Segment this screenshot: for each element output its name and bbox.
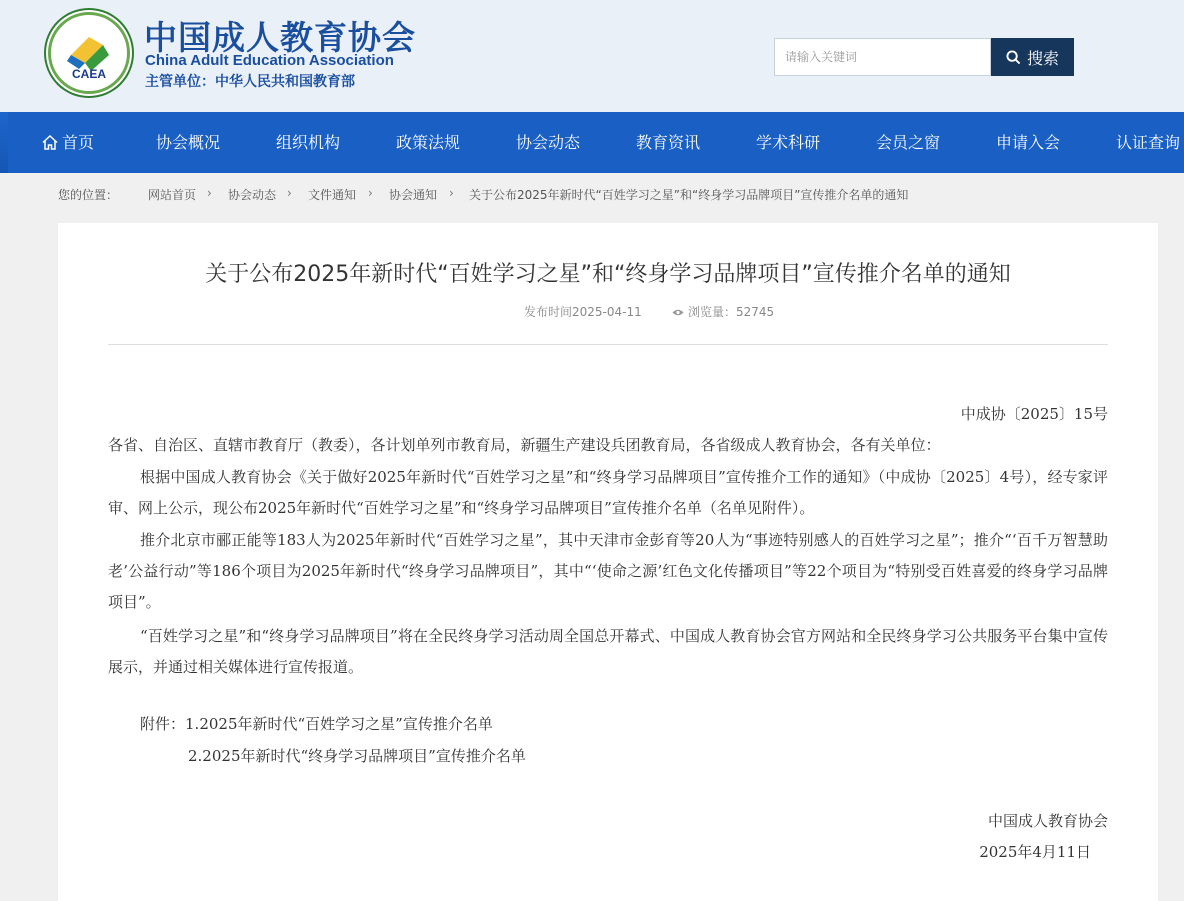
breadcrumb-separator: › <box>449 186 454 200</box>
breadcrumb-link-news[interactable]: 协会动态 <box>228 188 277 202</box>
signature-date: 2025年4月11日 <box>979 843 1091 861</box>
breadcrumb-prefix: 您的位置： <box>58 188 119 202</box>
site-subtitle: 主管单位：中华人民共和国教育部 <box>145 74 355 90</box>
site-title: 中国成人教育协会 <box>144 18 416 57</box>
attachment-1 <box>140 709 1040 740</box>
breadcrumb-separator: › <box>368 186 373 200</box>
main-nav <box>0 112 1184 173</box>
home-icon <box>42 135 58 150</box>
nav-item-home[interactable] <box>42 112 94 173</box>
view-count-text: 浏览量：52745 <box>688 305 775 319</box>
divider <box>108 344 1108 345</box>
breadcrumb-separator: › <box>207 186 212 200</box>
nav-item-research[interactable]: 学术科研 <box>756 133 821 152</box>
eye-icon <box>672 308 684 317</box>
doc-paragraph-3: “百姓学习之星”和“终身学习品牌项目”将在全民终身学习活动周全国总开幕式、中国成人教育协会官方网站和全民终身学习公共服务平台集中宣传展示，并通过相关媒体进行宣传报道。 <box>108 627 1108 676</box>
breadcrumb-link-notices[interactable]: 文件通知 <box>308 188 357 202</box>
nav-item-join[interactable]: 申请入会 <box>996 133 1061 152</box>
article-panel <box>58 223 1158 901</box>
doc-paragraph-1: 根据中国成人教育协会《关于做好2025年新时代“百姓学习之星”和“终身学习品牌项目”宣传推介工作的通知》（中成协〔2025〕4号），经专家评审、网上公示，现公布2025年新时代“百姓学习之星”和“终身学习品牌项目”宣传推介名单（名单见附件）。 <box>108 468 1108 517</box>
nav-item-certification[interactable]: 认证查询 <box>1116 133 1181 152</box>
nav-item-policy[interactable]: 政策法规 <box>396 133 461 152</box>
attachment-1-text[interactable]: 1.2025年新时代“百姓学习之星”宣传推介名单 <box>185 715 493 733</box>
nav-item-education-info[interactable]: 教育资讯 <box>636 133 701 152</box>
search-icon <box>1006 50 1021 65</box>
site-title-en: China Adult Education Association <box>145 52 394 69</box>
nav-item-about[interactable]: 协会概况 <box>156 133 221 152</box>
breadcrumb-current: 关于公布2025年新时代“百姓学习之星”和“终身学习品牌项目”宣传推介名单的通知 <box>469 188 909 202</box>
breadcrumb-link-association-notices[interactable]: 协会通知 <box>389 188 438 202</box>
logo-text: CAEA <box>71 67 106 81</box>
caea-logo[interactable] <box>48 12 130 94</box>
doc-number: 中成协〔2025〕15号 <box>960 405 1108 423</box>
search-button[interactable] <box>991 38 1074 76</box>
doc-recipients: 各省、自治区、直辖市教育厅（教委），各计划单列市教育局，新疆生产建设兵团教育局，各省级成人教育协会，各有关单位： <box>108 436 941 454</box>
view-count <box>672 303 774 320</box>
breadcrumb <box>0 186 1184 202</box>
signature: 中国成人教育协会 <box>987 812 1108 830</box>
nav-item-news[interactable]: 协会动态 <box>516 133 581 152</box>
search-input[interactable] <box>774 38 991 76</box>
search-button-label: 搜索 <box>1026 50 1059 68</box>
attachment-label: 附件： <box>140 715 186 733</box>
breadcrumb-separator: › <box>287 186 292 200</box>
doc-paragraph-2: 推介北京市郦正能等183人为2025年新时代“百姓学习之星”，其中天津市金彭育等20人为“事迹特别感人的百姓学习之星”；推介“‘百千万智慧助老’公益行动”等186个项目为2025年新时代“终身学习品牌项目”，其中“‘使命之源’红色文化传播项目”等22个项目为“特别受百姓喜爱的终身学习品牌项目”。 <box>108 531 1108 611</box>
publish-date: 发布时间2025-04-11 <box>524 305 642 319</box>
nav-item-members[interactable]: 会员之窗 <box>876 133 941 152</box>
nav-item-label: 首页 <box>62 133 95 152</box>
nav-item-organization[interactable]: 组织机构 <box>276 133 341 152</box>
breadcrumb-link-home[interactable]: 网站首页 <box>148 188 197 202</box>
attachment-2[interactable]: 2.2025年新时代“终身学习品牌项目”宣传推介名单 <box>188 747 526 765</box>
article-title: 关于公布2025年新时代“百姓学习之星”和“终身学习品牌项目”宣传推介名单的通知 <box>205 262 1011 287</box>
nav-bar <box>8 112 1184 173</box>
site-header <box>0 0 1184 112</box>
